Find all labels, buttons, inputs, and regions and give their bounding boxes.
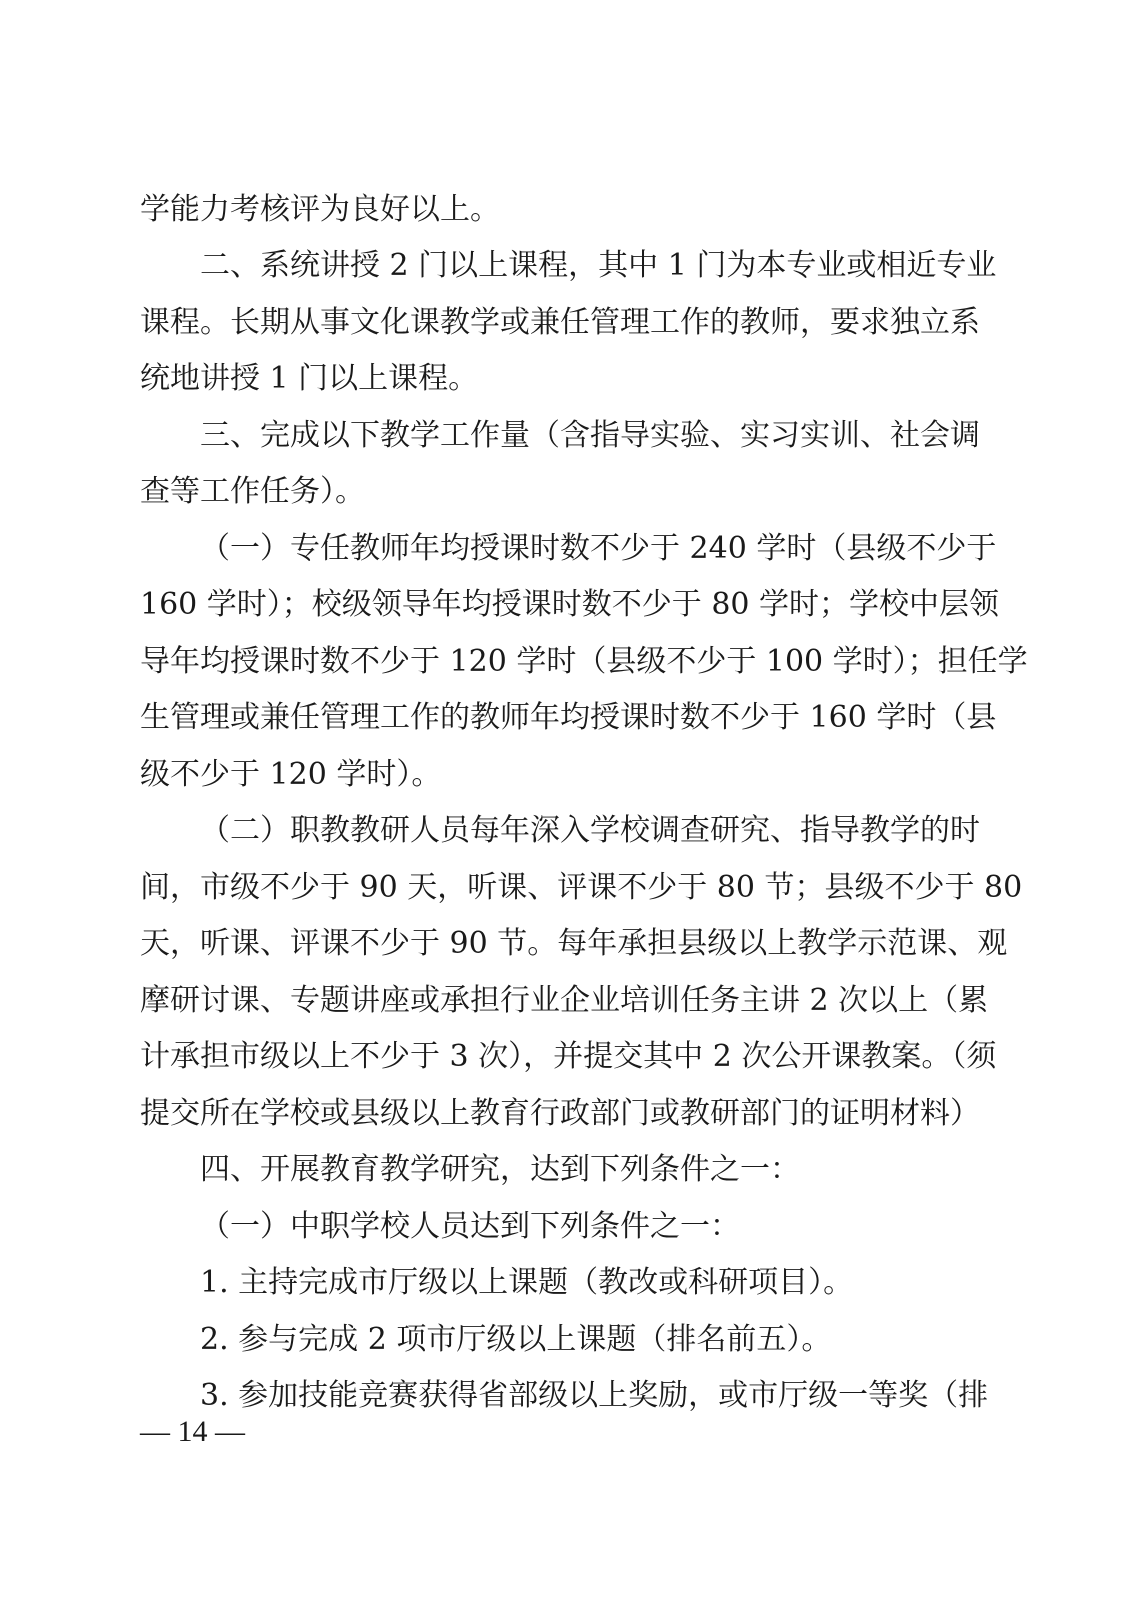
- text-line: 四、开展教育教学研究，达到下列条件之一：: [200, 1152, 800, 1187]
- text-line: 二、系统讲授 2 门以上课程，其中 1 门为本专业或相近专业: [200, 248, 997, 283]
- text-line: 三、完成以下教学工作量（含指导实验、实习实训、社会调: [200, 418, 980, 453]
- text-line: 课程。长期从事文化课教学或兼任管理工作的教师，要求独立系: [140, 305, 980, 340]
- text-line: 查等工作任务）。: [140, 474, 365, 509]
- text-line: （一）中职学校人员达到下列条件之一：: [200, 1209, 740, 1244]
- text-line: 天，听课、评课不少于 90 节。每年承担县级以上教学示范课、观: [140, 926, 1008, 961]
- text-line: 2. 参与完成 2 项市厅级以上课题（排名前五）。: [200, 1322, 832, 1357]
- text-line: 导年均授课时数不少于 120 学时（县级不少于 100 学时）；担任学: [140, 644, 1028, 679]
- text-line: （一）专任教师年均授课时数不少于 240 学时（县级不少于: [200, 531, 997, 566]
- text-line: 级不少于 120 学时）。: [140, 757, 442, 792]
- text-line: 3. 参加技能竞赛获得省部级以上奖励，或市厅级一等奖（排: [200, 1378, 989, 1413]
- text-line: 提交所在学校或县级以上教育行政部门或教研部门的证明材料）: [140, 1096, 980, 1131]
- text-line: （二）职教教研人员每年深入学校调查研究、指导教学的时: [200, 813, 980, 848]
- text-line: 生管理或兼任管理工作的教师年均授课时数不少于 160 学时（县: [140, 700, 997, 735]
- text-line: 计承担市级以上不少于 3 次），并提交其中 2 次公开课教案。（须: [140, 1039, 997, 1074]
- page-number: — 14 —: [140, 1415, 245, 1448]
- text-line: 统地讲授 1 门以上课程。: [140, 361, 479, 396]
- text-line: 160 学时）；校级领导年均授课时数不少于 80 学时；学校中层领: [140, 587, 1000, 622]
- text-line: 间，市级不少于 90 天，听课、评课不少于 80 节；县级不少于 80: [140, 870, 1023, 905]
- text-line: 1. 主持完成市厅级以上课题（教改或科研项目）。: [200, 1265, 854, 1300]
- text-line: 学能力考核评为良好以上。: [140, 192, 500, 227]
- text-line: 摩研讨课、专题讲座或承担行业企业培训任务主讲 2 次以上（累: [140, 983, 989, 1018]
